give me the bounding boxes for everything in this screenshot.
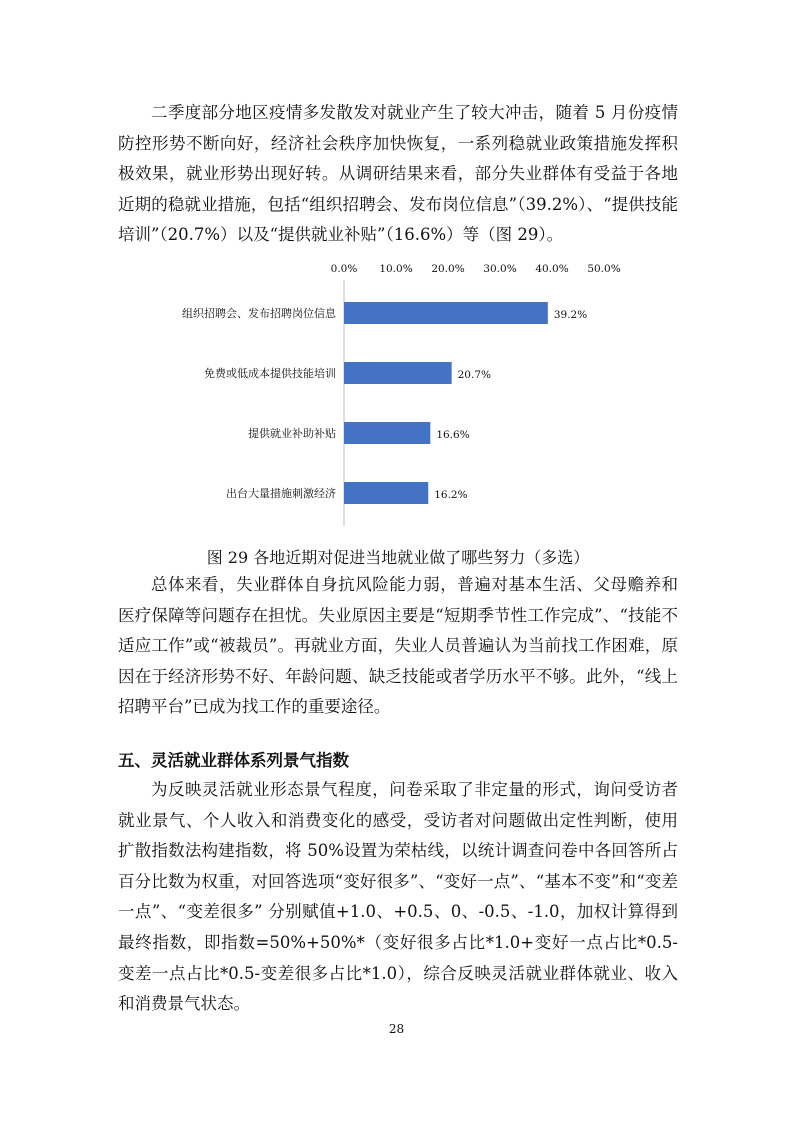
x-tick-label: 50.0% bbox=[587, 263, 621, 275]
bar-chart-svg bbox=[118, 258, 678, 538]
bar bbox=[344, 422, 430, 444]
figure-caption: 图 29 各地近期对促进当地就业做了哪些努力（多选） bbox=[206, 548, 590, 567]
data-label: 16.6% bbox=[436, 429, 470, 441]
x-tick-label: 30.0% bbox=[483, 263, 517, 275]
summary-paragraph: 总体来看，失业群体自身抗风险能力弱，普遍对基本生活、父母赡养和医疗保障等问题存在担忧。失业原因主要是“短期季节性工作完成”、“技能不适应工作”或“被裁员”。再就业方面，失业人员普遍认为当前找工作困难，原因在于经济形势不好、年龄问题、缺乏技能或者学历水平不够。此外，“线上招聘平台”已成为找工作的重要途径。 bbox=[118, 575, 678, 717]
bar bbox=[344, 302, 548, 324]
category-label: 组织招聘会、发布招聘岗位信息 bbox=[182, 307, 336, 320]
data-label: 39.2% bbox=[553, 309, 588, 321]
category-label: 免费或低成本提供技能培训 bbox=[204, 367, 336, 380]
x-tick-label: 10.0% bbox=[379, 263, 413, 275]
x-tick-label: 40.0% bbox=[535, 263, 569, 275]
section-heading: 五、灵活就业群体系列景气指数 bbox=[118, 751, 349, 770]
x-tick-label: 20.0% bbox=[431, 263, 465, 275]
bar bbox=[344, 482, 428, 504]
bar-chart bbox=[118, 258, 678, 538]
bar bbox=[344, 362, 452, 384]
category-label: 出台大量措施刺激经济 bbox=[226, 487, 336, 500]
category-label: 提供就业补助补贴 bbox=[248, 427, 336, 440]
index-method-paragraph: 为反映灵活就业形态景气程度，问卷采取了非定量的形式，询问受访者就业景气、个人收入和消费变化的感受，受访者对问题做出定性判断，使用扩散指数法构建指数，将 50%设置为荣枯线，以统计调查问卷中各回答所占百分比数为权重，对回答选项“变好很多”、“变好一点”、“基本不变”和“变差一点”、“变差很多” 分别赋值+1.0、+0.5、0、-0.5、-1.0，加权计算得到最终指数，即指数=50%+50%*（变好很多占比*1.0+变好一点占比*0.5-变差一点占比*0.5-变差很多占比*1.0），综合反映灵活就业群体就业、收入和消费景气状态。 bbox=[118, 780, 678, 1014]
data-label: 16.2% bbox=[434, 489, 468, 501]
intro-paragraph: 二季度部分地区疫情多发散发对就业产生了较大冲击，随着 5 月份疫情防控形势不断向好，经济社会秩序加快恢复，一系列稳就业政策措施发挥积极效果，就业形势出现好转。从调研结果来看，部分失业群体有受益于各地近期的稳就业措施，包括“组织招聘会、发布岗位信息”（39.2%）、“提供技能培训”（20.7%）以及“提供就业补贴”（16.6%）等（图 29）。 bbox=[118, 103, 678, 245]
x-tick-label: 0.0% bbox=[330, 263, 358, 275]
data-label: 20.7% bbox=[457, 369, 491, 381]
page-number: 28 bbox=[388, 1022, 405, 1036]
